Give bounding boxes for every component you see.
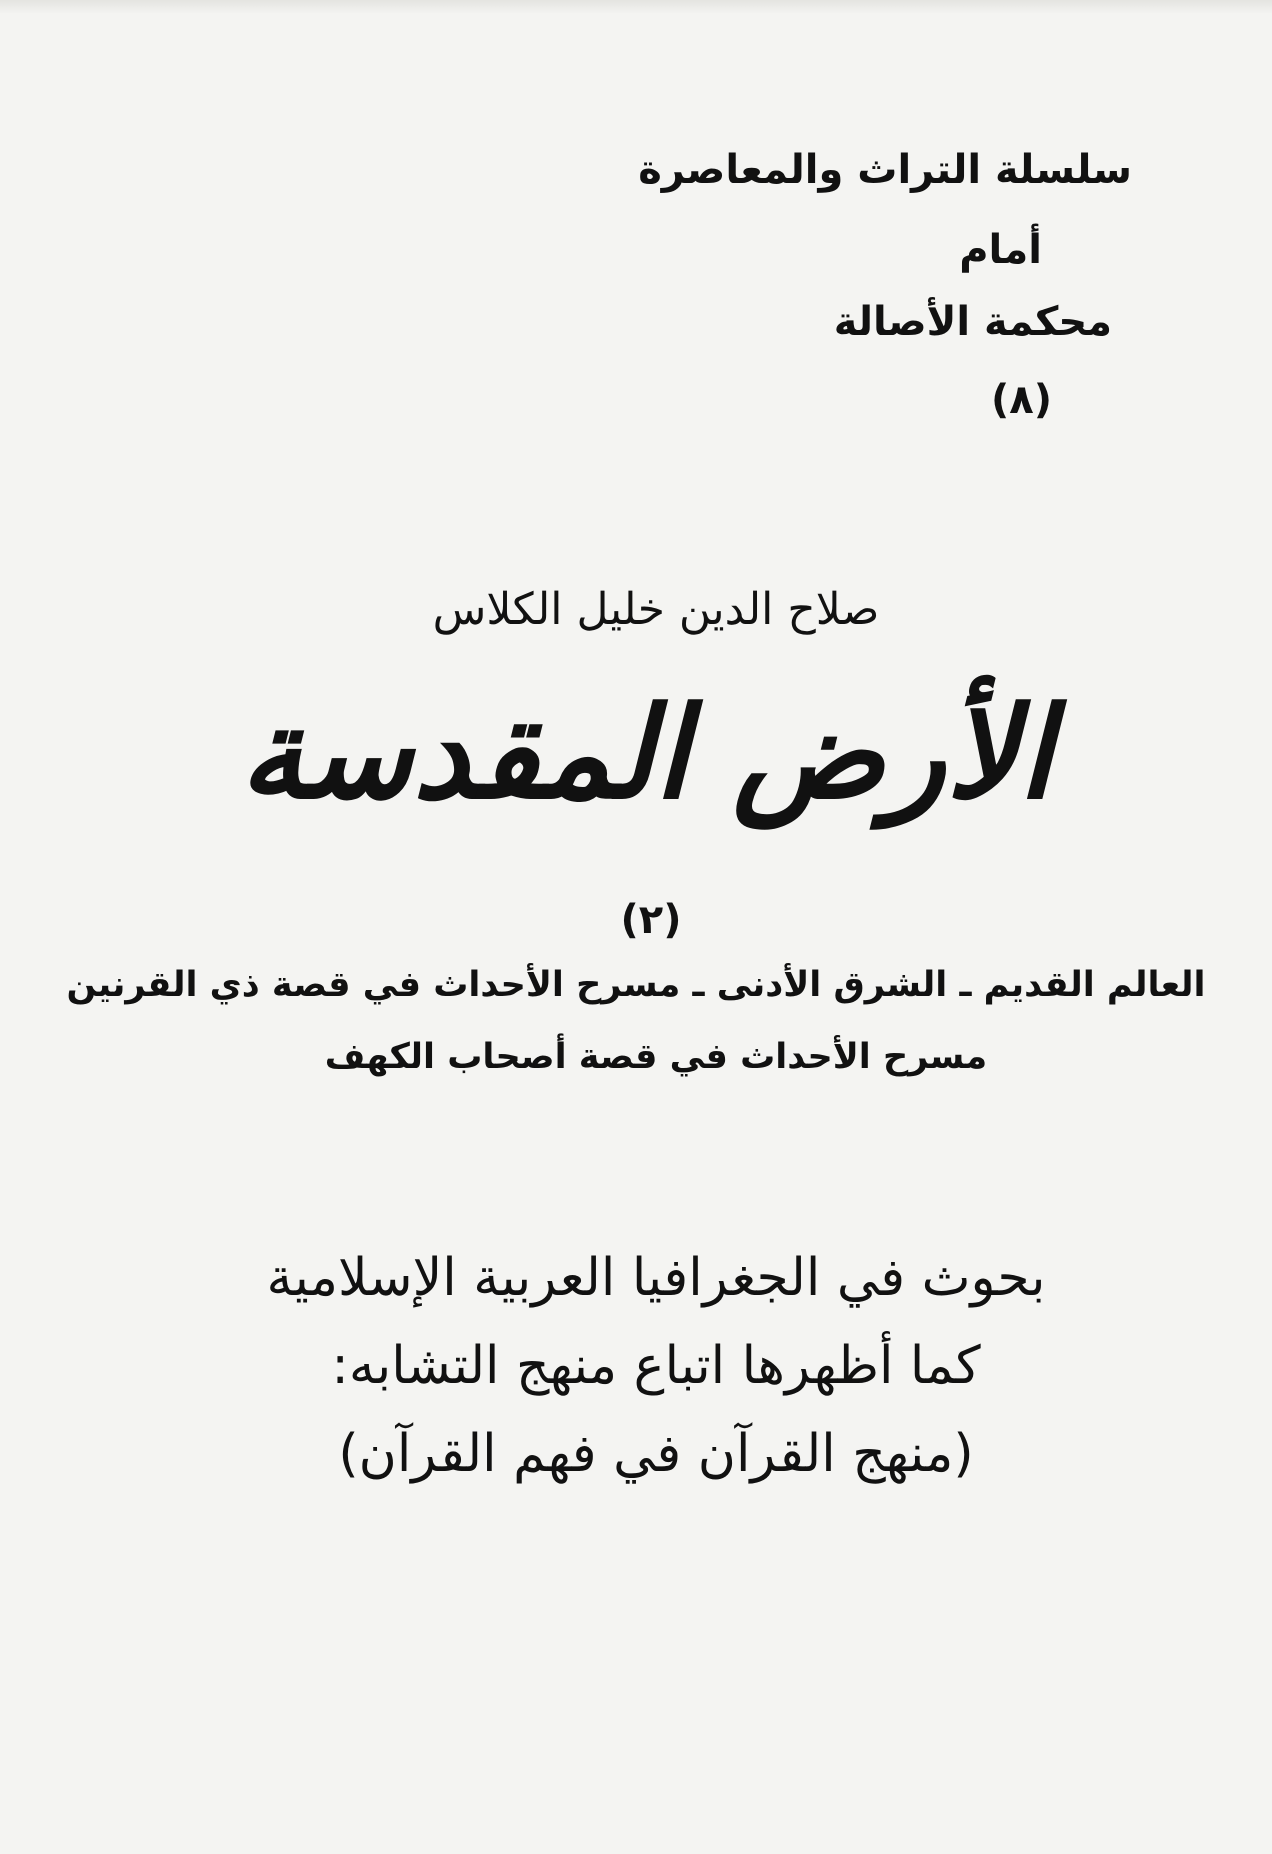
description-line-2: كما أظهرها اتباع منهج التشابه: xyxy=(331,1336,981,1396)
main-title: الأرض المقدسة xyxy=(239,679,1053,827)
series-before: أمام xyxy=(959,227,1042,273)
volume-number: (٢) xyxy=(620,897,682,943)
author-name: صلاح الدين خليل الكلاس xyxy=(432,584,880,635)
series-title: سلسلة التراث والمعاصرة xyxy=(638,147,1132,193)
description-line-1: بحوث في الجغرافيا العربية الإسلامية xyxy=(266,1248,1046,1308)
subtitle-line-1: العالم القديم ـ الشرق الأدنى ـ مسرح الأحداث في قصة ذي القرنين xyxy=(66,965,1206,1005)
page-top-edge xyxy=(0,0,1272,14)
description-line-3: (منهج القرآن في فهم القرآن) xyxy=(338,1424,974,1484)
subtitle-line-2: مسرح الأحداث في قصة أصحاب الكهف xyxy=(324,1037,988,1077)
series-number: (٨) xyxy=(991,377,1052,423)
series-court: محكمة الأصالة xyxy=(833,299,1112,345)
